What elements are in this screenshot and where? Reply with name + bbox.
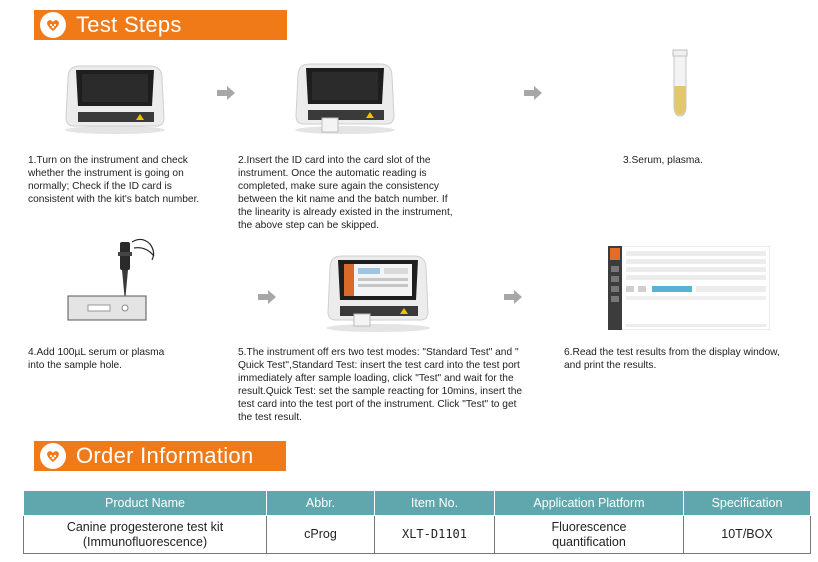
arrow-right-icon — [504, 290, 522, 304]
test-tube-illustration — [668, 48, 692, 120]
step-1-text: 1.Turn on the instrument and check whether the instrument is going on normally; Check if the ID card is consistent with the kit's batch number. — [28, 155, 200, 205]
order-information-banner — [34, 441, 286, 471]
table-row — [24, 516, 811, 554]
paw-heart-icon — [40, 443, 66, 469]
analyzer-device-illustration — [60, 60, 170, 135]
cell-specification: 10T/BOX — [684, 516, 811, 554]
cell-product-name: Canine progesterone test kit (Immunofluorescence) — [24, 516, 267, 554]
step-4-text: 4.Add 100µL serum or plasma into the sample hole. — [28, 347, 165, 371]
step-6-text: 6.Read the test results from the display window, and print the results. — [564, 347, 780, 371]
section-title: Test Steps — [76, 12, 182, 37]
pipette-illustration — [62, 234, 162, 326]
table-header-row — [24, 491, 811, 516]
column-header-item-no: Item No. — [375, 491, 495, 516]
software-screen-illustration — [608, 246, 770, 330]
cell-platform: Fluorescence quantification — [495, 516, 684, 554]
step-3-text: 3.Serum, plasma. — [623, 155, 703, 166]
arrow-right-icon — [524, 86, 542, 100]
step-2-text: 2.Insert the ID card into the card slot of the instrument. Once the automatic reading is completed, make sure again the consistency between the kit name and the batch number. If the linearity is already existed in the instrument, the above step can be skipped. — [238, 155, 453, 231]
column-header-application-platform: Application Platform — [495, 491, 684, 516]
analyzer-device-illustration — [290, 58, 400, 138]
test-steps-banner — [34, 10, 287, 40]
column-header-specification: Specification — [684, 491, 811, 516]
cell-abbr: cProg — [267, 516, 375, 554]
column-header-abbr: Abbr. — [267, 491, 375, 516]
section-title: Order Information — [76, 443, 254, 468]
column-header-product-name: Product Name — [24, 491, 267, 516]
arrow-right-icon — [217, 86, 235, 100]
step-5-text: 5.The instrument off ers two test modes: "Standard Test" and " Quick Test",Standard Test: insert the test card into the test port immediately after sample loading, click "Test" and wait for the result.Quick Test: set the sample reacting for 10mins, insert the test card into the test port of the instrument. Click "Test" to get the test result. — [238, 347, 523, 423]
arrow-right-icon — [258, 290, 276, 304]
analyzer-device-illustration — [322, 250, 434, 334]
paw-heart-icon — [40, 12, 66, 38]
order-table — [23, 490, 811, 554]
cell-item-no: XLT-D1101 — [375, 516, 495, 554]
